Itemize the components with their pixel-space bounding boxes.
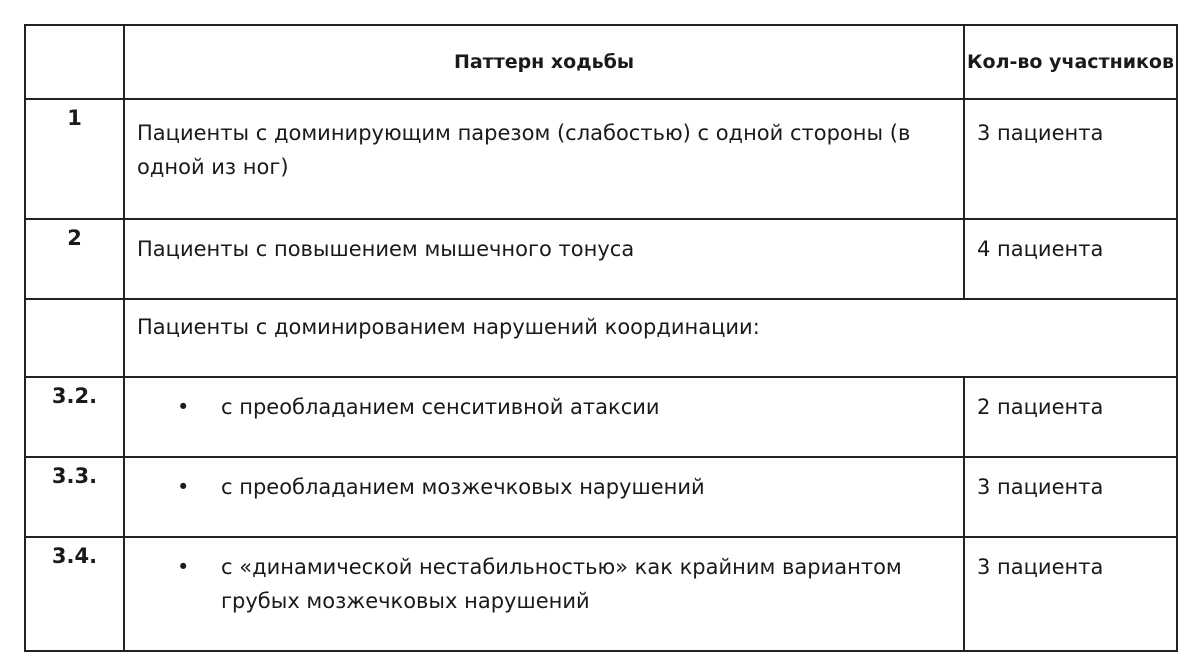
row-description: Пациенты с доминирующим парезом (слабостью) с одной стороны (в одной из ног) (124, 99, 964, 219)
table-row (25, 537, 1177, 651)
row-group-description: Пациенты с доминированием нарушений координации: (124, 299, 1177, 377)
row-description (124, 457, 964, 537)
row-count: 3 пациента (964, 99, 1177, 219)
header-count: Кол-во участников (964, 25, 1177, 99)
row-count: 3 пациента (964, 457, 1177, 537)
header-num-cell (25, 25, 124, 99)
row-count: 3 пациента (964, 537, 1177, 651)
walking-pattern-table (24, 24, 1178, 652)
row-description (124, 377, 964, 457)
row-description (124, 537, 964, 651)
row-number: 3.3. (25, 457, 124, 537)
row-description-text: с преобладанием сенситивной атаксии (221, 395, 660, 419)
row-number (25, 299, 124, 377)
bullet-icon: • (177, 555, 190, 579)
bullet-icon: • (177, 395, 190, 419)
row-number: 3.2. (25, 377, 124, 457)
row-description-text: с преобладанием мозжечковых нарушений (221, 475, 705, 499)
table-row (25, 99, 1177, 219)
table-row (25, 299, 1177, 377)
table-row (25, 219, 1177, 299)
table-row (25, 377, 1177, 457)
bullet-icon: • (177, 475, 190, 499)
header-pattern: Паттерн ходьбы (124, 25, 964, 99)
row-number: 1 (25, 99, 124, 219)
table-row (25, 457, 1177, 537)
row-description-text: с «динамической нестабильностью» как крайним вариантом грубых мозжечковых нарушений (221, 555, 902, 613)
row-number: 3.4. (25, 537, 124, 651)
row-count: 4 пациента (964, 219, 1177, 299)
table-header-row (25, 25, 1177, 99)
row-count: 2 пациента (964, 377, 1177, 457)
row-number: 2 (25, 219, 124, 299)
row-description: Пациенты с повышением мышечного тонуса (124, 219, 964, 299)
